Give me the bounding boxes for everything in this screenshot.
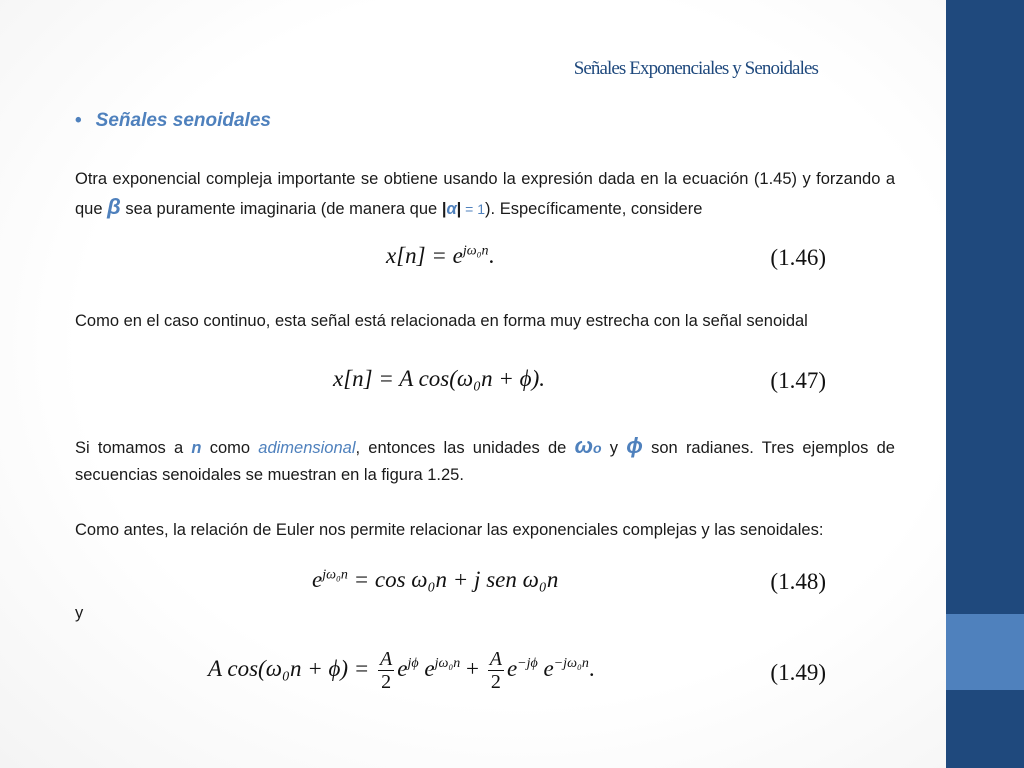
equation-number-1-47: (1.47)	[770, 368, 826, 393]
omega-subscript: o	[592, 440, 602, 456]
p3-text-1: Si tomamos a	[75, 439, 192, 457]
n-symbol: n	[191, 439, 202, 457]
alpha-symbol: α	[446, 200, 457, 218]
eq147-text: x[n] = A cos(ω₀n + ϕ).	[333, 366, 545, 391]
frac1-den: 2	[381, 671, 392, 693]
p3-text-5: son radianes. Tres ejemplos de secuencias senoidales se muestran en la figura 1.25.	[75, 439, 895, 484]
p3-text-3: , entonces las unidades de	[355, 439, 575, 457]
frac1-num: A	[380, 648, 393, 670]
p3-text-4: y	[601, 439, 627, 457]
eq148-base: e	[312, 567, 323, 592]
eq146-exponent: jω₀n	[462, 243, 489, 259]
paragraph-2: Como en el caso continuo, esta señal está relacionada en forma muy estrecha con la señal senoidal	[75, 312, 808, 330]
eq148-rhs: = cos ω₀n + j sen ω₀n	[347, 567, 559, 592]
right-accent-block	[946, 614, 1024, 690]
eq148-exponent: jω₀n	[322, 567, 348, 583]
beta-symbol: β	[107, 194, 121, 219]
p1-text-2: sea puramente imaginaria (de manera que	[120, 200, 442, 218]
right-accent-bar	[946, 0, 1024, 768]
eq149-e3: e	[506, 655, 518, 681]
eq149-e4: e	[537, 655, 554, 681]
eq149-e2: e	[418, 655, 435, 681]
bullet-heading	[75, 110, 271, 132]
eq149-e3-exponent: −jϕ	[517, 656, 538, 672]
paragraph-4: Como antes, la relación de Euler nos permite relacionar las exponenciales complejas y las senoidales:	[75, 521, 824, 539]
frac2-den: 2	[490, 671, 501, 693]
fraction-a-over-2-first	[378, 648, 394, 693]
bullet-label: Señales senoidales	[95, 110, 271, 131]
equation-1-47	[333, 366, 545, 392]
adimensional-term: adimensional	[258, 439, 356, 457]
equation-1-48	[312, 567, 558, 593]
paragraph-3	[75, 432, 895, 489]
eq149-plus: +	[460, 655, 485, 681]
slide-title: Señales Exponenciales y Senoidales	[573, 58, 818, 79]
p1-text-1: Otra exponencial compleja importante se obtiene usando la expresión dada en la ecuación (1.45) y forzando a que	[75, 170, 895, 218]
connector-y: y	[75, 604, 84, 622]
omega-symbol: ω	[574, 433, 593, 458]
frac2-num: A	[489, 648, 502, 670]
equation-1-49	[208, 648, 595, 693]
eq149-e1-exponent: jϕ	[407, 656, 419, 672]
bullet-dot: •	[75, 110, 82, 131]
eq146-lhs: x[n] = e	[386, 243, 463, 268]
equals-one: = 1	[461, 201, 486, 217]
eq149-e4-exponent: −jω₀n	[553, 656, 589, 672]
eq149-e1: e	[397, 655, 408, 681]
abs-close: |	[456, 200, 462, 218]
abs-open: |	[441, 200, 447, 218]
phi-symbol: ϕ	[626, 433, 643, 458]
equation-number-1-48: (1.48)	[770, 569, 826, 594]
equation-number-1-49: (1.49)	[770, 660, 826, 685]
eq149-e2-exponent: jω₀n	[434, 656, 461, 672]
eq149-end: .	[588, 655, 595, 681]
fraction-a-over-2-second	[488, 648, 504, 693]
eq149-lhs: A cos(ω₀n + ϕ) =	[208, 655, 376, 681]
paragraph-1	[75, 166, 895, 223]
p3-text-2: como	[201, 439, 259, 457]
equation-1-46	[386, 243, 494, 269]
eq146-end: .	[488, 243, 495, 268]
equation-number-1-46: (1.46)	[770, 245, 826, 270]
p1-text-3: ). Específicamente, considere	[485, 200, 703, 218]
